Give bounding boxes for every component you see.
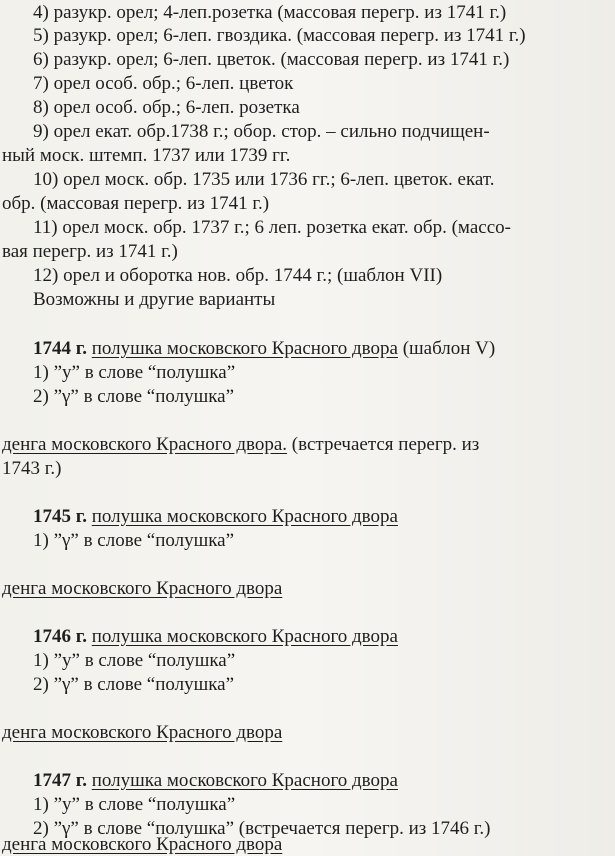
list-item-10-cont: обр. (массовая перегр. из 1741 г.) xyxy=(2,193,270,214)
list-item-6: 6) разукр. орел; 6-леп. цветок. (массовая перегр. из 1741 г.) xyxy=(33,49,510,70)
variants-note: Возможны и другие варианты xyxy=(33,289,276,310)
list-item-8: 8) орел особ. обр.; 6-леп. розетка xyxy=(33,97,300,118)
list-item-4: 4) разукр. орел; 4-леп.розетка (массовая перегр. из 1741 г.) xyxy=(33,2,507,23)
polushka-1746: полушка московского Красного двора xyxy=(91,626,398,647)
variant-1747-2: 2) ”γ” в слове “полушка” (встречается перегр. из 1746 г.) xyxy=(33,818,491,839)
denga-1747: денга московского Красного двора xyxy=(2,834,283,855)
year-1744: 1744 г. xyxy=(33,338,87,359)
denga-1746: денга московского Красного двора xyxy=(2,722,283,743)
denga-1747-heading xyxy=(2,833,282,856)
year-1747: 1747 г. xyxy=(33,770,87,791)
section-1744-heading xyxy=(33,337,495,360)
denga-1745: денга московского Красного двора xyxy=(2,578,283,599)
variant-1746-2: 2) ”γ” в слове “полушка” xyxy=(33,674,235,695)
denga-1744-note: (встречается перегр. из xyxy=(291,434,480,455)
list-item-7: 7) орел особ. обр.; 6-леп. цветок xyxy=(33,73,294,94)
section-1745-heading xyxy=(33,505,398,528)
list-item-11: 11) орел моск. обр. 1737 г.; 6 леп. розетка екат. обр. (массо- xyxy=(33,217,511,238)
denga-1744-heading xyxy=(2,433,479,456)
year-1746: 1746 г. xyxy=(33,626,87,647)
denga-1744: денга московского Красного двора. xyxy=(2,434,288,455)
variant-1744-2: 2) ”γ” в слове “полушка” xyxy=(33,386,235,407)
list-item-9: 9) орел екат. обр.1738 г.; обор. стор. – сильно подчищен- xyxy=(33,121,490,142)
list-item-11-cont: вая перегр. из 1741 г.) xyxy=(2,241,178,262)
polushka-1745: полушка московского Красного двора xyxy=(91,506,398,527)
denga-1744-note-cont: 1743 г.) xyxy=(2,458,62,479)
list-item-12: 12) орел и оборотка нов. обр. 1744 г.; (шаблон VII) xyxy=(33,265,443,286)
template-note-1744: (шаблон V) xyxy=(402,338,496,359)
variant-1746-1: 1) ”у” в слове “полушка” xyxy=(33,650,236,671)
polushka-1747: полушка московского Красного двора xyxy=(91,770,398,791)
variant-1745-1: 1) ”γ” в слове “полушка” xyxy=(33,530,235,551)
variant-1747-1: 1) ”у” в слове “полушка” xyxy=(33,794,236,815)
list-item-10: 10) орел моск. обр. 1735 или 1736 гг.; 6-леп. цветок. екат. xyxy=(33,169,495,190)
polushka-1744: полушка московского Красного двора xyxy=(91,338,398,359)
section-1747-heading xyxy=(33,769,398,792)
section-1746-heading xyxy=(33,625,398,648)
list-item-5: 5) разукр. орел; 6-леп. гвоздика. (массовая перегр. из 1741 г.) xyxy=(33,25,526,46)
list-item-9-cont: ный моск. штемп. 1737 или 1739 гг. xyxy=(2,145,291,166)
denga-1745-heading xyxy=(2,577,282,600)
variant-1744-1: 1) ”у” в слове “полушка” xyxy=(33,362,236,383)
year-1745: 1745 г. xyxy=(33,506,87,527)
denga-1746-heading xyxy=(2,721,282,744)
